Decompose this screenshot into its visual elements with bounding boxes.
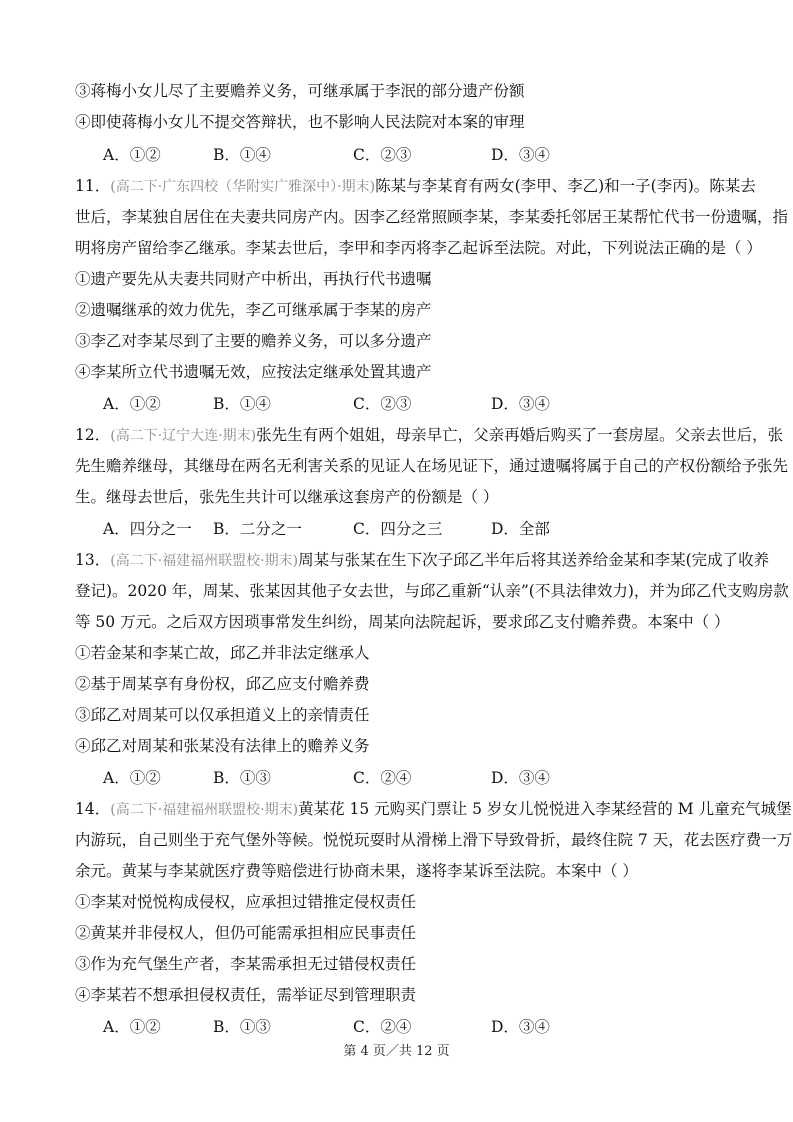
q13-statement-1: ①若金某和李某亡故，邱乙并非法定继承人 [75, 644, 370, 662]
q12-stem-text-1: 张先生有两个姐姐，母亲早亡，父亲再婚后购买了一套房屋。父亲去世后，张 [256, 426, 784, 444]
q12-options [103, 519, 723, 539]
q13-option-b[interactable]: B．①③ [213, 769, 271, 787]
q11-stem-text-1: 陈某与李某育有两女(李甲、李乙)和一子(李丙)。陈某去 [375, 177, 756, 195]
q14-option-a[interactable]: A．①② [103, 1018, 161, 1036]
q13-stem-line-1 [75, 550, 770, 571]
q11-stem-line-2: 世后，李某独自居住在夫妻共同房产内。因李乙经常照顾李某，李某委托邻居王某帮忙代书一份遗嘱，指 [75, 208, 789, 226]
q14-number: 14． [75, 800, 111, 818]
q14-statement-1: ①李某对悦悦构成侵权，应承担过错推定侵权责任 [75, 893, 417, 911]
q10-statement-3: ③蒋梅小女儿尽了主要赡养义务，可继承属于李泯的部分遗产份额 [75, 82, 525, 100]
q10-option-d[interactable]: D．③④ [491, 146, 550, 164]
q13-stem-text-1: 周某与张某在生下次子邱乙半年后将其送养给金某和李某(完成了收养 [298, 551, 770, 569]
q11-option-a[interactable]: A．①② [103, 395, 161, 413]
q13-stem-line-2: 登记)。2020 年，周某、张某因其他子女去世，与邱乙重新“认亲”(不具法律效力)，并为邱乙代支购房款 [75, 582, 789, 600]
q11-source: (高二下·广东四校（华附实广雅深中）·期末) [110, 179, 376, 195]
q13-statement-2: ②基于周某享有身份权，邱乙应支付赡养费 [75, 675, 370, 693]
q14-statement-3: ③作为充气堡生产者，李某需承担无过错侵权责任 [75, 955, 417, 973]
q13-stem-line-3: 等 50 万元。之后双方因琐事常发生纠纷，周某向法院起诉，要求邱乙支付赡养费。本案中（ ） [75, 613, 730, 631]
q11-option-b[interactable]: B．①④ [213, 395, 271, 413]
q14-statement-4: ④李某若不想承担侵权责任，需举证尽到管理职责 [75, 986, 417, 1004]
q14-options [103, 1017, 723, 1037]
q13-option-a[interactable]: A．①② [103, 769, 161, 787]
q14-stem-line-3: 余元。黄某与李某就医疗费等赔偿进行协商未果，遂将李某诉至法院。本案中（ ） [75, 862, 638, 880]
q14-stem-line-1 [75, 799, 792, 820]
q12-option-a[interactable]: A．四分之一 [103, 520, 192, 538]
q12-stem-line-3: 生。继母去世后，张先生共计可以继承这套房产的份额是（ ） [75, 488, 499, 506]
q13-option-c[interactable]: C．②④ [353, 769, 412, 787]
q12-option-c[interactable]: C．四分之三 [353, 520, 443, 538]
q12-stem-line-2: 先生赡养继母，其继母在两名无利害关系的见证人在场见证下，通过遗嘱将属于自己的产权份额给予张先 [75, 457, 789, 475]
q12-source: (高二下·辽宁大连·期末) [110, 428, 257, 444]
q12-option-b[interactable]: B．二分之一 [213, 520, 302, 538]
q13-number: 13． [75, 551, 111, 569]
q10-option-b[interactable]: B．①④ [213, 146, 271, 164]
q11-statement-1: ①遗产要先从夫妻共同财产中析出，再执行代书遗嘱 [75, 270, 432, 288]
q13-statement-3: ③邱乙对周某可以仅承担道义上的亲情责任 [75, 706, 370, 724]
q10-option-a[interactable]: A．①② [103, 146, 161, 164]
q13-statement-4: ④邱乙对周某和张某没有法律上的赡养义务 [75, 737, 370, 755]
q11-options [103, 394, 723, 414]
q11-statement-2: ②遗嘱继承的效力优先，李乙可继承属于李某的房产 [75, 301, 432, 319]
q11-option-d[interactable]: D．③④ [491, 395, 550, 413]
q12-stem-line-1 [75, 425, 784, 446]
q12-option-d[interactable]: D．全部 [491, 520, 550, 538]
q14-option-b[interactable]: B．①③ [213, 1018, 271, 1036]
q12-number: 12． [75, 426, 111, 444]
q14-stem-line-2: 内游玩，自己则坐于充气堡外等候。悦悦玩耍时从滑梯上滑下导致骨折，最终住院 7 天，花去医疗费一万 [75, 831, 793, 849]
q10-statement-4: ④即使蒋梅小女儿不提交答辩状，也不影响人民法院对本案的审理 [75, 113, 525, 131]
q14-statement-2: ②黄某并非侵权人，但仍可能需承担相应民事责任 [75, 924, 417, 942]
q11-stem-line-3: 明将房产留给李乙继承。李某去世后，李甲和李丙将李乙起诉至法院。对此，下列说法正确的是（ ） [75, 239, 762, 257]
q13-options [103, 768, 723, 788]
q11-statement-4: ④李某所立代书遗嘱无效，应按法定继承处置其遗产 [75, 363, 432, 381]
q14-option-c[interactable]: C．②④ [353, 1018, 412, 1036]
q10-options [103, 145, 723, 165]
q11-option-c[interactable]: C．②③ [353, 395, 412, 413]
q10-option-c[interactable]: C．②③ [353, 146, 412, 164]
q14-stem-text-1: 黄某花 15 元购买门票让 5 岁女儿悦悦进入李某经营的 M 儿童充气城堡 [298, 800, 792, 818]
q13-source: (高二下·福建福州联盟校·期末) [110, 553, 299, 569]
q13-option-d[interactable]: D．③④ [491, 769, 550, 787]
q14-source: (高二下·福建福州联盟校·期末) [110, 802, 299, 818]
q11-number: 11． [75, 177, 111, 195]
q11-statement-3: ③李乙对李某尽到了主要的赡养义务，可以多分遗产 [75, 332, 432, 350]
q11-stem-line-1 [75, 176, 756, 197]
q14-option-d[interactable]: D．③④ [491, 1018, 550, 1036]
page-footer: 第 4 页／共 12 页 [343, 1044, 450, 1059]
